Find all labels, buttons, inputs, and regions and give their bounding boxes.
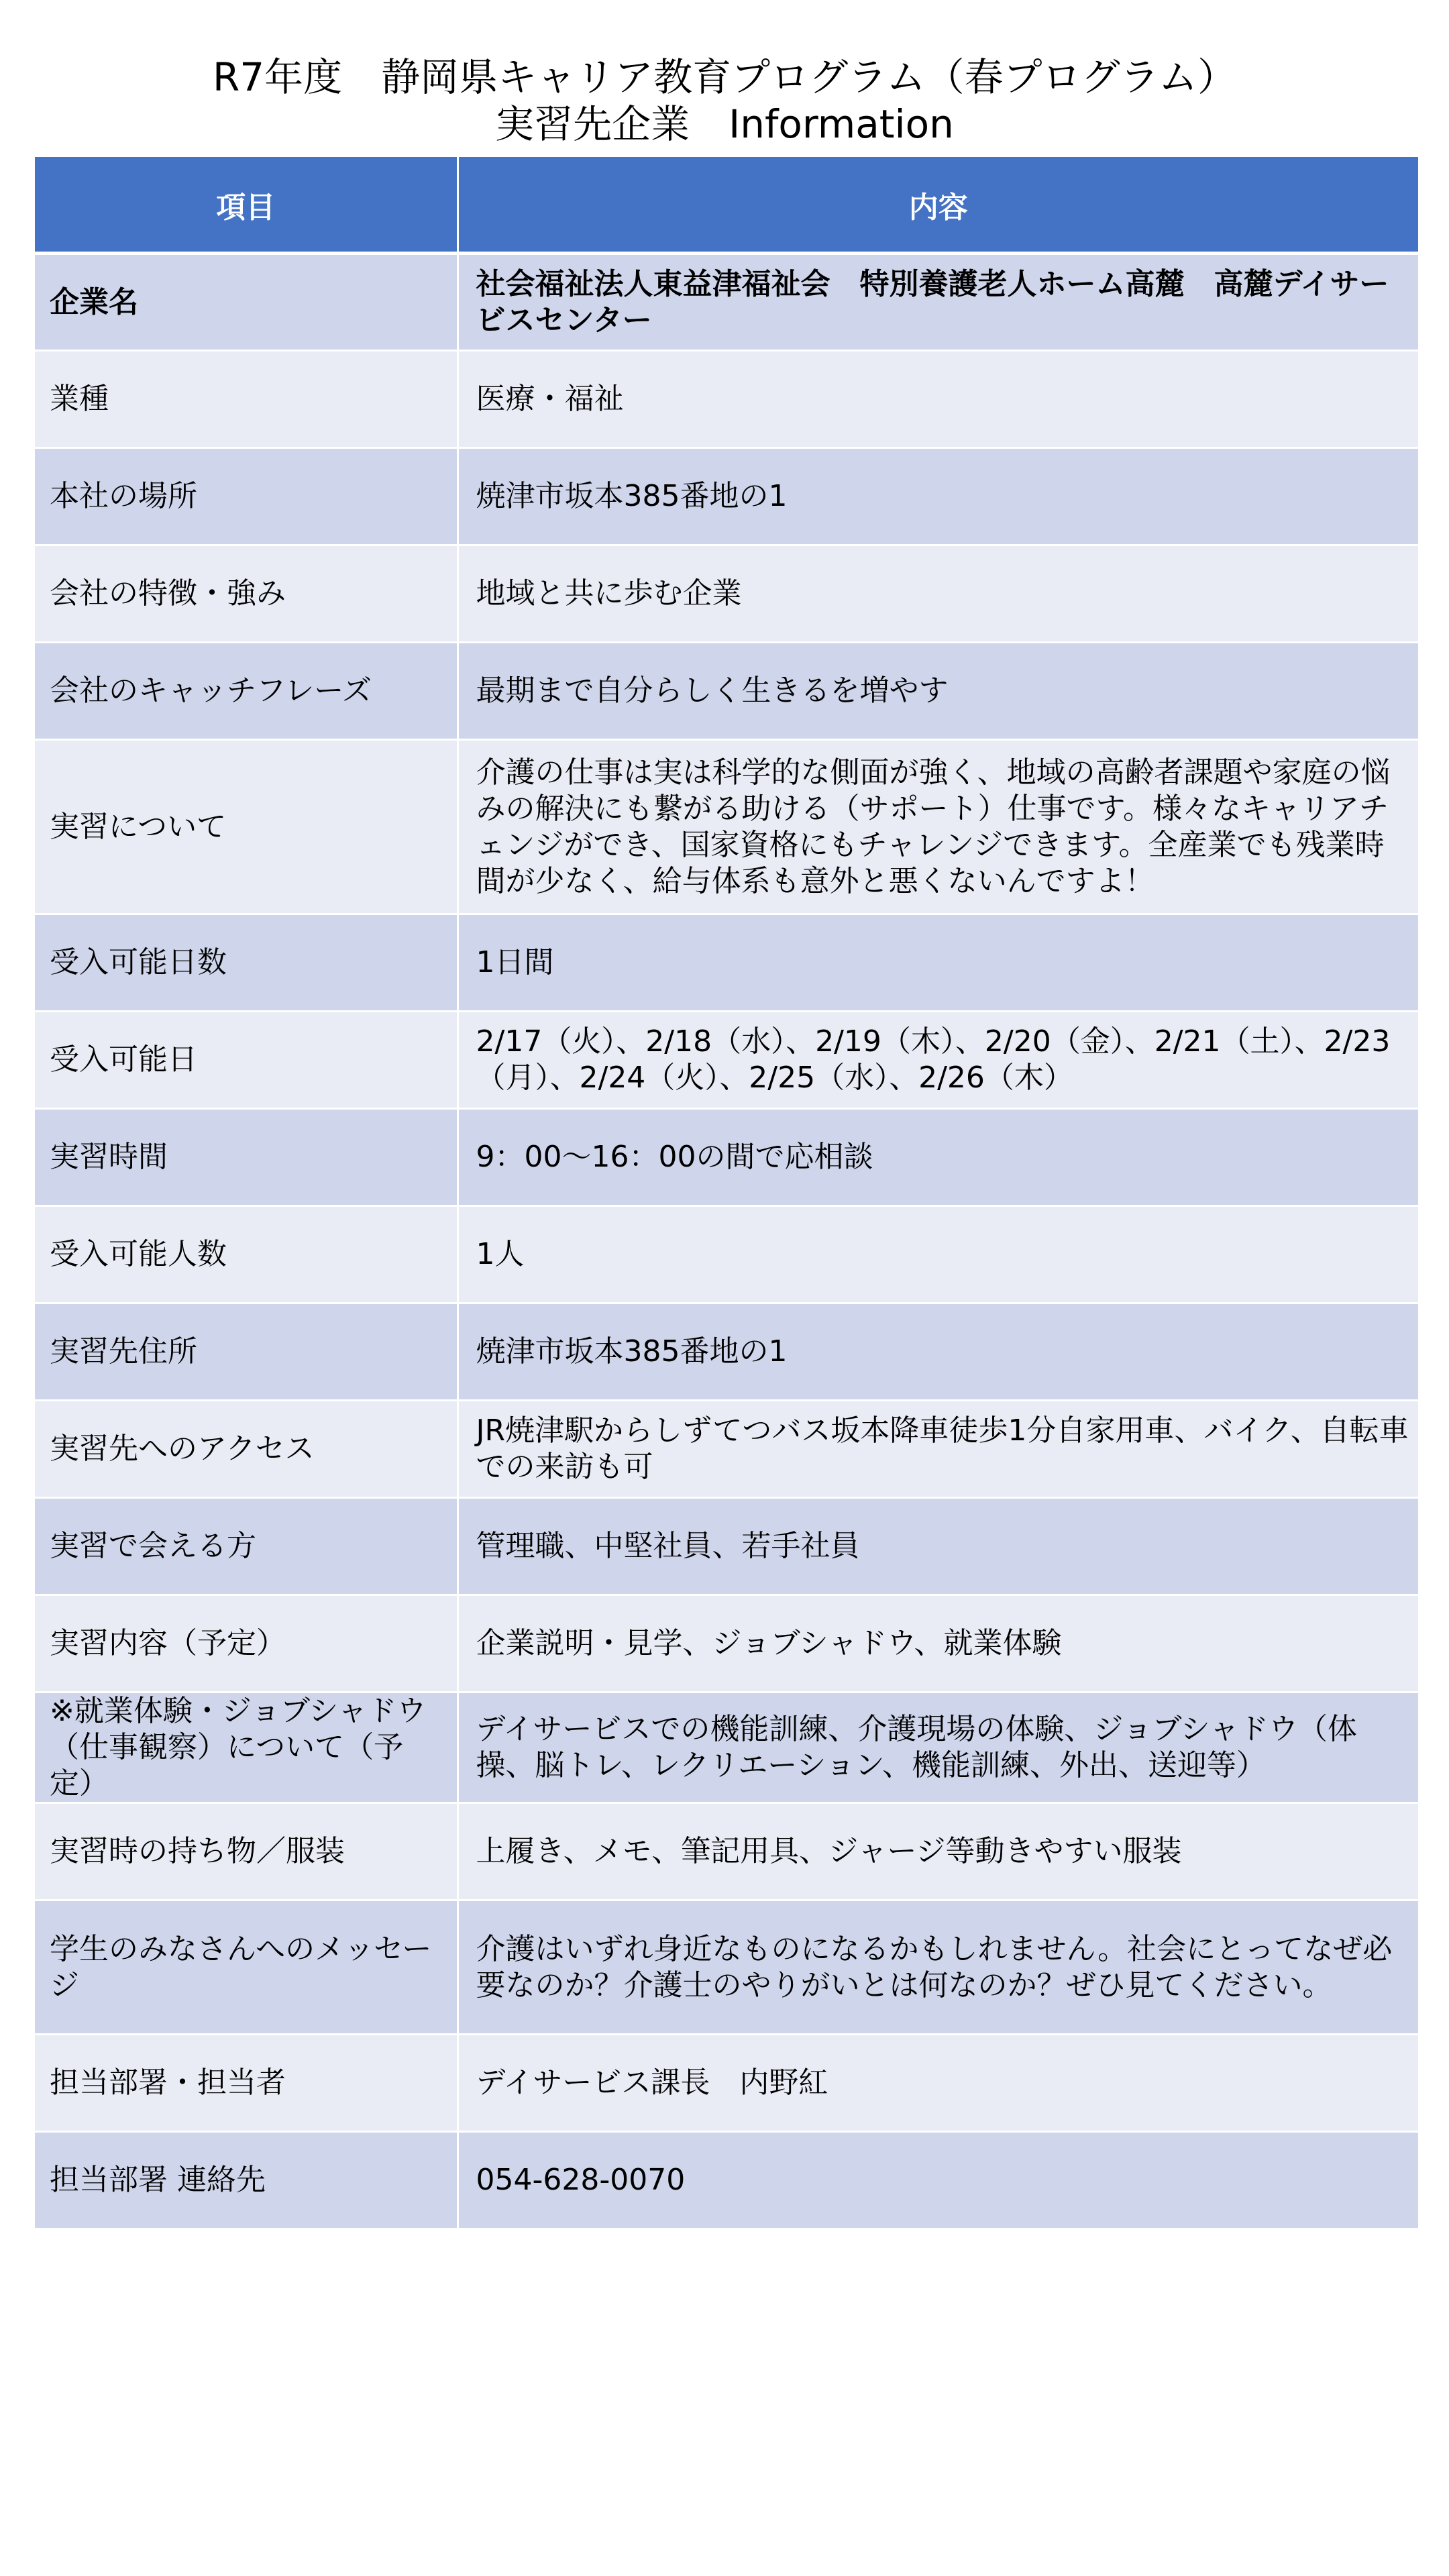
document-title xyxy=(0,54,1449,148)
row-value: 054-628-0070 xyxy=(458,2132,1418,2229)
row-value: 介護の仕事は実は科学的な側面が強く、地域の高齢者課題や家庭の悩みの解決にも繋がる助ける（サポート）仕事です。様々なキャリアチェンジができ、国家資格にもチャレンジできます。全産業でも残業時間が少なく、給与体系も意外と悪くないんですよ！ xyxy=(458,740,1418,914)
header-item: 項目 xyxy=(35,157,458,254)
table-row xyxy=(35,1803,1418,1900)
row-value: 介護はいずれ身近なものになるかもしれません。社会にとってなぜ必要なのか？介護士のやりがいとは何なのか？ぜひ見てください。 xyxy=(458,1900,1418,2035)
table-row xyxy=(35,1693,1418,1803)
row-label: 実習時間 xyxy=(35,1109,458,1206)
table-row xyxy=(35,1109,1418,1206)
row-label: 実習について xyxy=(35,740,458,914)
row-value: 上履き、メモ、筆記用具、ジャージ等動きやすい服装 xyxy=(458,1803,1418,1900)
table-header-row xyxy=(35,157,1418,254)
row-label: 業種 xyxy=(35,351,458,448)
row-value: 地域と共に歩む企業 xyxy=(458,545,1418,643)
row-label: 本社の場所 xyxy=(35,448,458,545)
row-value: 医療・福祉 xyxy=(458,351,1418,448)
row-value: 1日間 xyxy=(458,914,1418,1012)
table-row xyxy=(35,1012,1418,1109)
table-row xyxy=(35,914,1418,1012)
row-label: 実習で会える方 xyxy=(35,1498,458,1595)
row-label: 担当部署 連絡先 xyxy=(35,2132,458,2229)
row-label: 企業名 xyxy=(35,254,458,351)
row-label: 受入可能日数 xyxy=(35,914,458,1012)
table-row xyxy=(35,1303,1418,1401)
row-value: 9：00～16：00の間で応相談 xyxy=(458,1109,1418,1206)
row-value: 最期まで自分らしく生きるを増やす xyxy=(458,643,1418,740)
row-label: 実習先へのアクセス xyxy=(35,1401,458,1498)
table-row xyxy=(35,351,1418,448)
table-row xyxy=(35,545,1418,643)
table-row xyxy=(35,643,1418,740)
header-content: 内容 xyxy=(458,157,1418,254)
row-value: デイサービス課長 内野紅 xyxy=(458,2035,1418,2132)
table-row xyxy=(35,254,1418,351)
table-row xyxy=(35,1498,1418,1595)
row-value: 焼津市坂本385番地の1 xyxy=(458,448,1418,545)
row-value: 企業説明・見学、ジョブシャドウ、就業体験 xyxy=(458,1595,1418,1693)
row-label: 実習内容（予定） xyxy=(35,1595,458,1693)
table-row xyxy=(35,448,1418,545)
table-row xyxy=(35,1401,1418,1498)
table-row xyxy=(35,2035,1418,2132)
row-value: 2/17（火）、2/18（水）、2/19（木）、2/20（金）、2/21（土）、2/23（月）、2/24（火）、2/25（水）、2/26（木） xyxy=(458,1012,1418,1109)
table-row xyxy=(35,1900,1418,2035)
table-row xyxy=(35,1206,1418,1303)
row-label: 受入可能日 xyxy=(35,1012,458,1109)
title-line-1: R7年度 静岡県キャリア教育プログラム（春プログラム） xyxy=(212,54,1237,100)
row-label: ※就業体験・ジョブシャドウ（仕事観察）について（予定） xyxy=(35,1693,458,1803)
row-label: 受入可能人数 xyxy=(35,1206,458,1303)
table-row xyxy=(35,2132,1418,2229)
table-row xyxy=(35,740,1418,914)
row-value: 1人 xyxy=(458,1206,1418,1303)
row-value: デイサービスでの機能訓練、介護現場の体験、ジョブシャドウ（体操、脳トレ、レクリエーション、機能訓練、外出、送迎等） xyxy=(458,1693,1418,1803)
row-value: 焼津市坂本385番地の1 xyxy=(458,1303,1418,1401)
row-label: 実習時の持ち物／服装 xyxy=(35,1803,458,1900)
row-label: 実習先住所 xyxy=(35,1303,458,1401)
row-label: 会社の特徴・強み xyxy=(35,545,458,643)
company-info-table xyxy=(35,157,1418,2230)
row-label: 担当部署・担当者 xyxy=(35,2035,458,2132)
row-value: 管理職、中堅社員、若手社員 xyxy=(458,1498,1418,1595)
row-value: 社会福祉法人東益津福祉会 特別養護老人ホーム高麓 高麓デイサービスセンター xyxy=(458,254,1418,351)
row-label: 会社のキャッチフレーズ xyxy=(35,643,458,740)
table-row xyxy=(35,1595,1418,1693)
row-label: 学生のみなさんへのメッセージ xyxy=(35,1900,458,2035)
title-line-2: 実習先企業 Information xyxy=(495,101,954,147)
row-value: JR焼津駅からしずてつバス坂本降車徒歩1分自家用車、バイク、自転車での来訪も可 xyxy=(458,1401,1418,1498)
